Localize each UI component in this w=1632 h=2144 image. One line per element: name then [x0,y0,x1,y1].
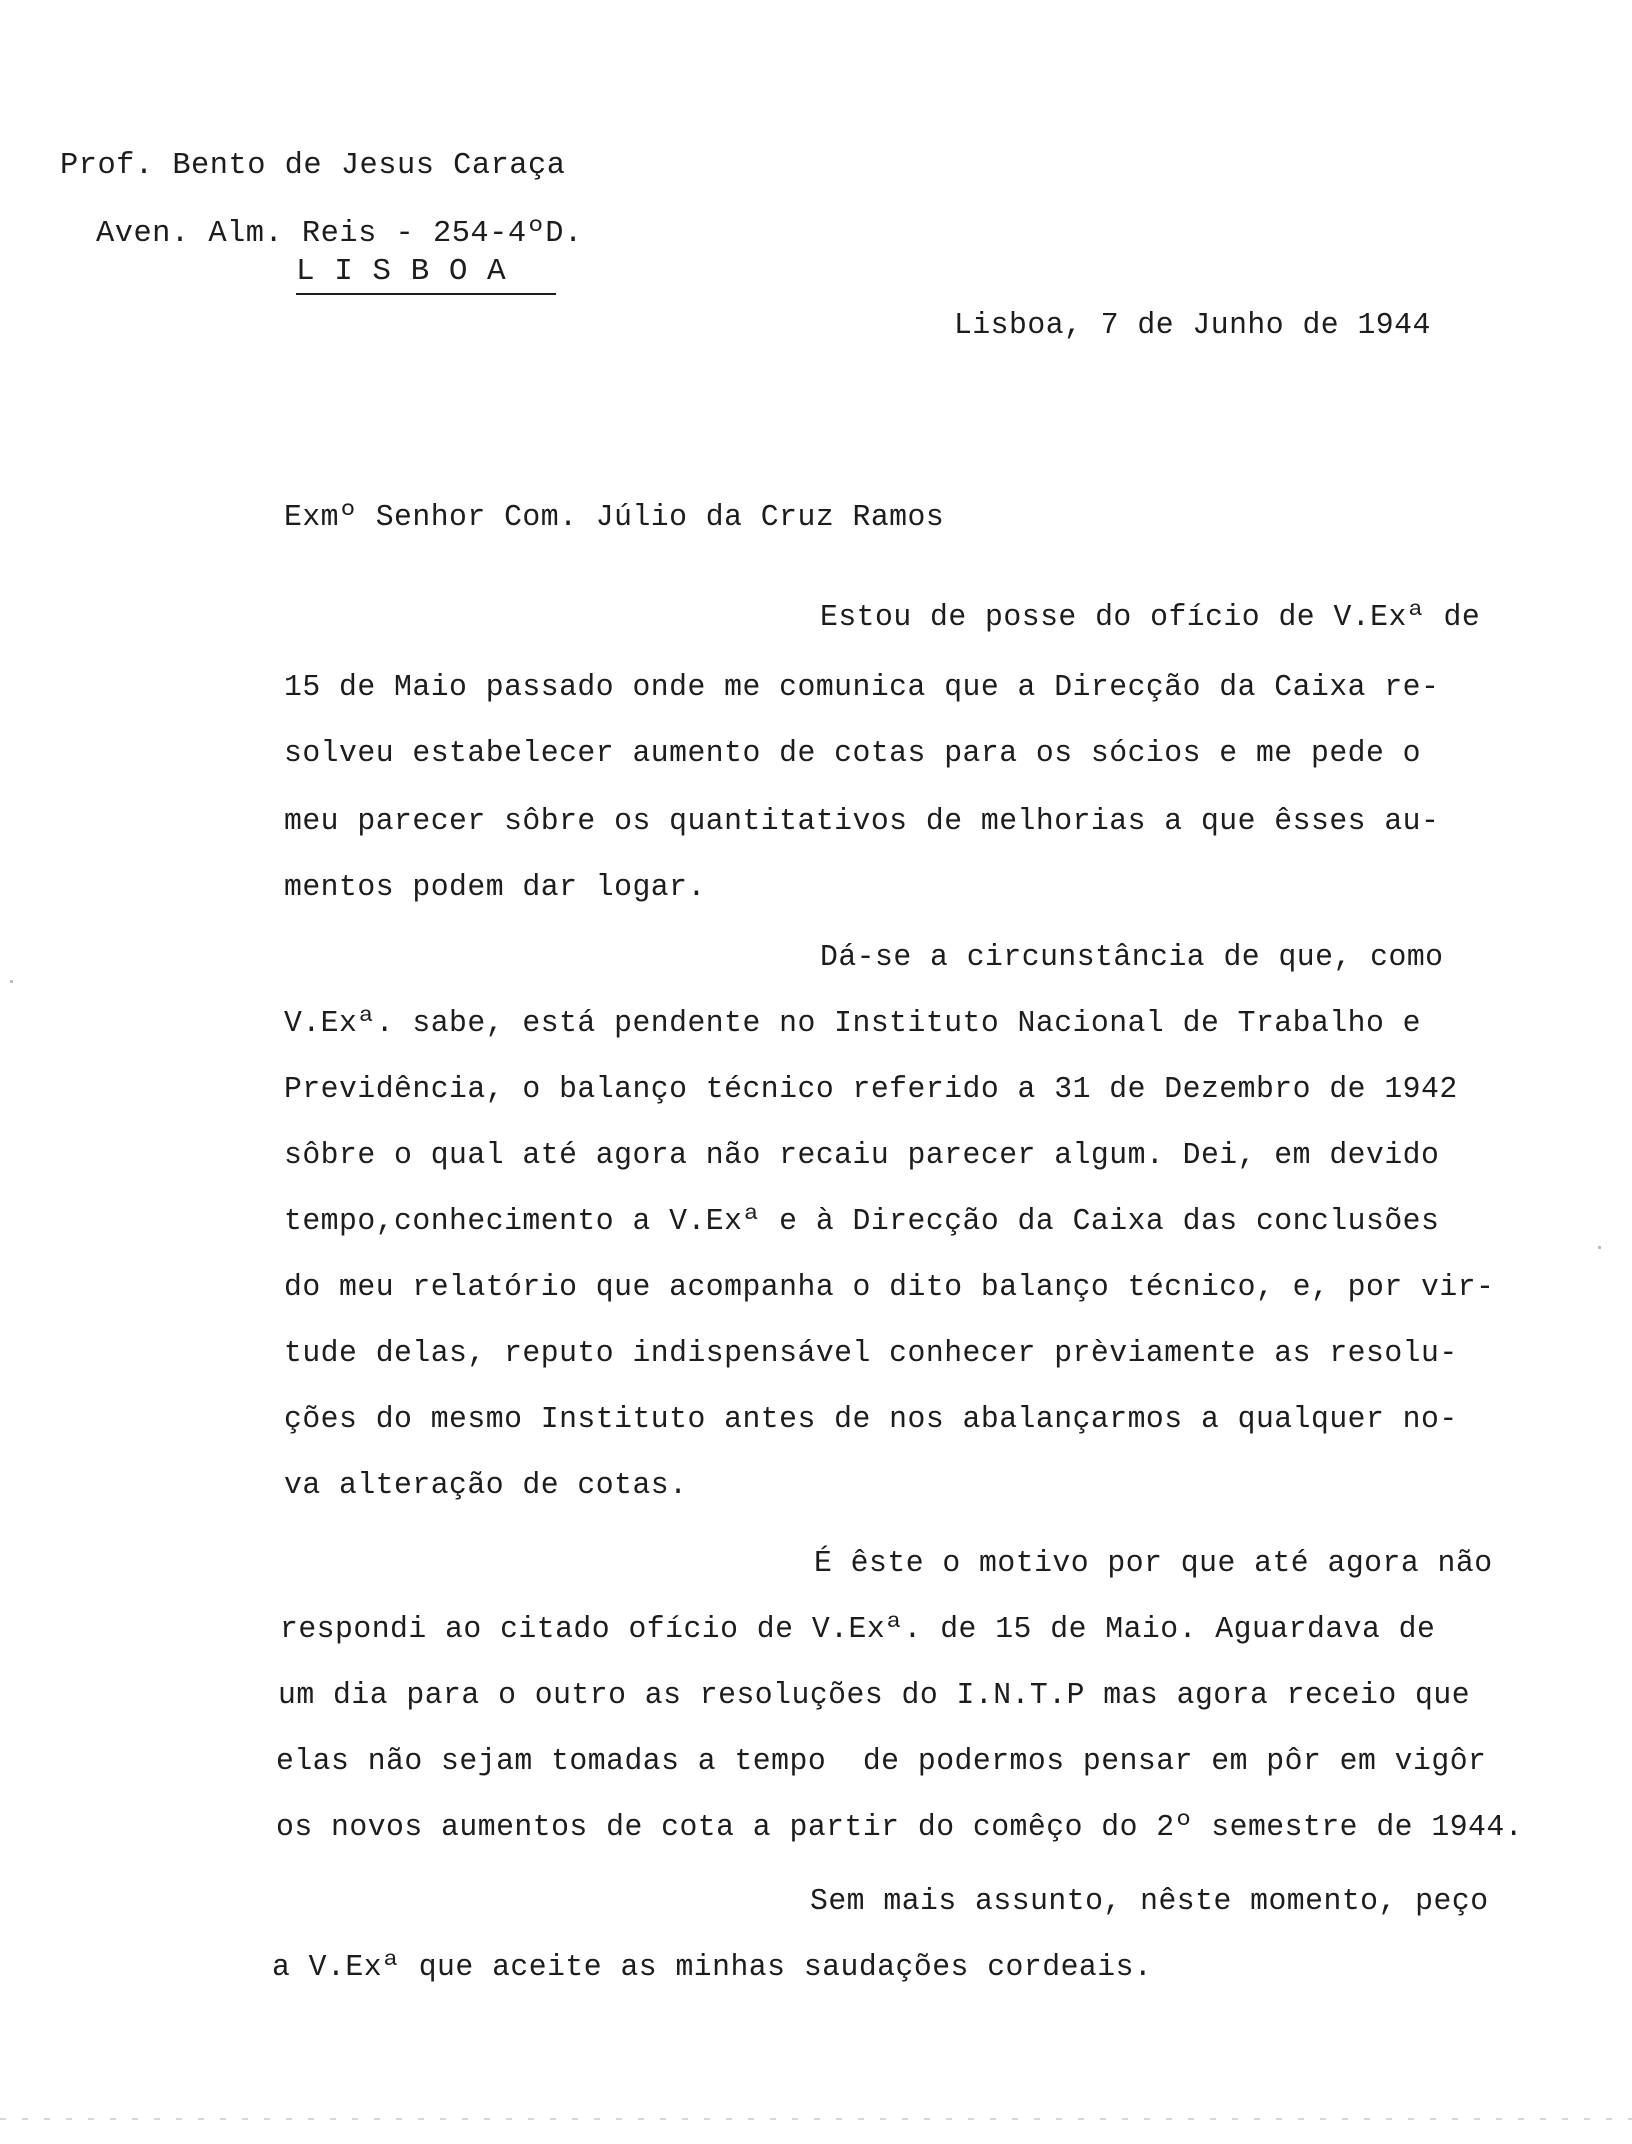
scan-edge [0,2118,1632,2120]
letter-date: Lisboa, 7 de Junho de 1944 [954,308,1431,343]
body-line: Sem mais assunto, nêste momento, peço [810,1884,1489,1919]
recipient-city: L I S B O A [296,252,556,295]
body-line: É êste o motivo por que até agora não [814,1546,1493,1581]
body-line: va alteração de cotas. [284,1468,688,1503]
body-line: solveu estabelecer aumento de cotas para os sócios e me pede o [284,736,1422,771]
scan-speck [1598,1246,1601,1249]
body-line: os novos aumentos de cota a partir do comêço do 2º semestre de 1944. [276,1810,1524,1845]
body-line: tude delas, reputo indispensável conhecer prèviamente as resolu- [284,1336,1458,1371]
body-line: sôbre o qual até agora não recaiu parecer algum. Dei, em devido [284,1138,1440,1173]
body-line: 15 de Maio passado onde me comunica que a Direcção da Caixa re- [284,670,1440,705]
body-line: elas não sejam tomadas a tempo de podermos pensar em pôr em vigôr [276,1744,1487,1779]
body-line: meu parecer sôbre os quantitativos de melhorias a que êsses au- [284,804,1440,839]
body-line: do meu relatório que acompanha o dito balanço técnico, e, por vir- [284,1270,1495,1305]
body-line: ções do mesmo Instituto antes de nos abalançarmos a qualquer no- [284,1402,1458,1437]
recipient-street: Aven. Alm. Reis - 254-4ºD. [96,216,583,251]
body-line: respondi ao citado ofício de V.Exª. de 15 de Maio. Aguardava de [280,1612,1436,1647]
scan-speck [10,980,13,983]
body-line: a V.Exª que aceite as minhas saudações cordeais. [272,1950,1153,1985]
body-line: Previdência, o balanço técnico referido a 31 de Dezembro de 1942 [284,1072,1458,1107]
body-line: V.Exª. sabe, está pendente no Instituto Nacional de Trabalho e [284,1006,1422,1041]
recipient-name: Prof. Bento de Jesus Caraça [60,148,566,183]
salutation: Exmº Senhor Com. Júlio da Cruz Ramos [284,500,945,535]
body-line: Dá-se a circunstância de que, como [820,940,1444,975]
body-line: tempo,conhecimento a V.Exª e à Direcção da Caixa das conclusões [284,1204,1440,1239]
body-line: mentos podem dar logar. [284,870,706,905]
body-line: Estou de posse do ofício de V.Exª de [820,600,1481,635]
body-line: um dia para o outro as resoluções do I.N.T.P mas agora receio que [278,1678,1471,1713]
